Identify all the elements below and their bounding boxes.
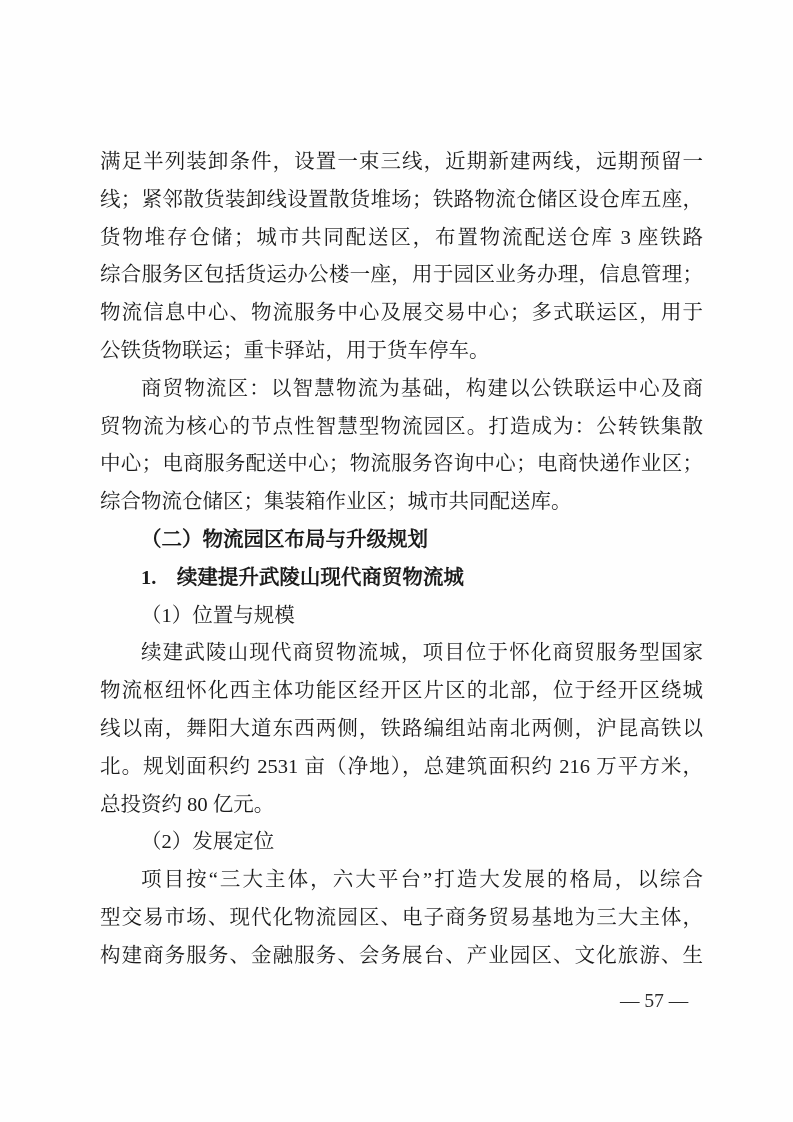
text-line: 满足半列装卸条件，设置一束三线，近期新建两线，远期预留一 [100, 151, 703, 173]
text-line: 货物堆存仓储；城市共同配送区，布置物流配送仓库 3 座铁路 [100, 226, 703, 249]
text-line: 线以南，舞阳大道东西两侧，铁路编组站南北两侧，沪昆高铁以 [100, 717, 703, 740]
text-line: 项目按“三大主体，六大平台”打造大发展的格局，以综合 [141, 869, 703, 892]
text-line: 总投资约 80 亿元。 [100, 793, 275, 816]
text-line: 综合服务区包括货运办公楼一座，用于园区业务办理，信息管理； [100, 264, 703, 287]
text-line: 贸物流为核心的节点性智慧型物流园区。打造成为：公转铁集散 [100, 415, 703, 438]
text-line: 综合物流仓储区；集装箱作业区；城市共同配送库。 [100, 491, 572, 514]
text-line: 物流枢纽怀化西主体功能区经开区片区的北部，位于经开区绕城 [100, 680, 703, 703]
text-line: 物流信息中心、物流服务中心及展交易中心；多式联运区，用于 [100, 302, 703, 325]
text-line: （1）位置与规模 [141, 604, 295, 627]
text-line: （2）发展定位 [141, 831, 275, 854]
text-line: （二）物流园区布局与升级规划 [141, 528, 428, 551]
text-line: 线；紧邻散货装卸线设置散货堆场；铁路物流仓储区设仓库五座， [100, 188, 703, 211]
text-line: 公铁货物联运；重卡驿站，用于货车停车。 [100, 339, 490, 362]
document-body [100, 144, 703, 976]
text-line: 中心；电商服务配送中心；物流服务咨询中心；电商快递作业区； [100, 453, 703, 476]
text-line: 构建商务服务、金融服务、会务展台、产业园区、文化旅游、生 [100, 944, 703, 967]
page-number: — 57 — [620, 991, 689, 1012]
text-line: 续建武陵山现代商贸物流城，项目位于怀化商贸服务型国家 [141, 642, 703, 665]
text-line: 北。规划面积约 2531 亩（净地），总建筑面积约 216 万平方米， [100, 755, 703, 778]
text-line: 型交易市场、现代化物流园区、电子商务贸易基地为三大主体， [100, 906, 703, 929]
text-line: 1. 续建提升武陵山现代商贸物流城 [141, 566, 464, 589]
text-line: 商贸物流区：以智慧物流为基础，构建以公铁联运中心及商 [141, 377, 703, 400]
